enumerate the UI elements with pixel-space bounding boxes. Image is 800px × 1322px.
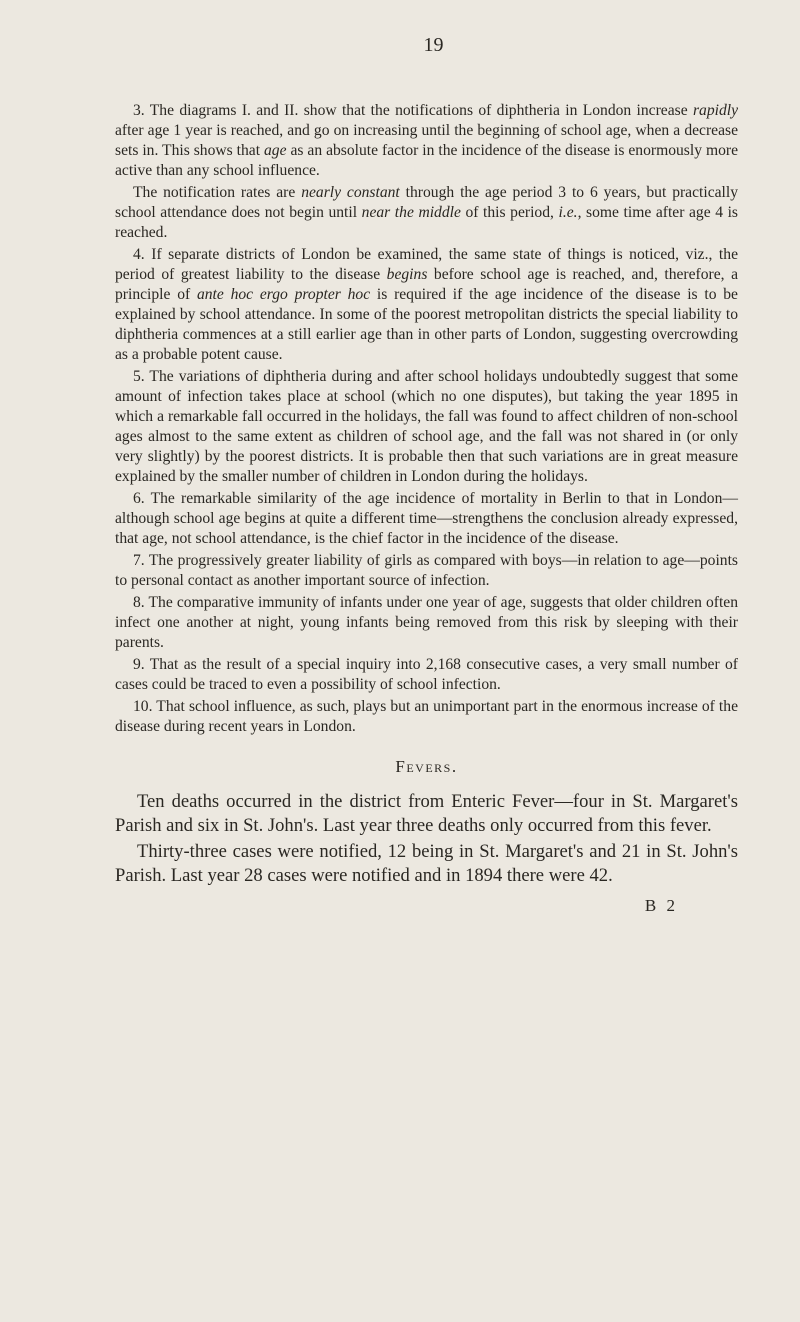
text-run: is required if the age incidence of the disease is to be explained by school attendance. In some of the poorest metropolitan districts the special liability to diphtheria commences at a still earlier age than in other parts of London, suggesting overcrowding as a probable potent cause.: [115, 286, 738, 363]
emphasis: nearly constant: [301, 184, 400, 201]
paragraph-6: 6. The remarkable similarity of the age incidence of mortality in Berlin to that in London—although school age begins at quite a different time—strengthens the conclusion already expressed, that age, not school attendance, is the chief factor in the incidence of the disease.: [115, 490, 738, 547]
text-run: before school age is reached, and, therefore, a principle of: [115, 266, 738, 303]
paragraph-5: 5. The variations of diphtheria during and after school holidays undoubtedly suggest that some amount of infection takes place at school (which no one disputes), but taking the year 1895 in which a remarkable fall occurred in the holidays, the fall was found to affect children of non-school ages almost to the same extent as children of school age, and the fall was not shared in (or only very slightly) by the poorest districts. It is probable then that such variations are in great measure explained by the smaller number of children in London during the holidays.: [115, 368, 738, 485]
text-run: through the age period 3 to 6 years, but practically school attendance does not begin until: [115, 184, 738, 221]
paragraph-4: [115, 245, 738, 365]
fevers-paragraph-1: Ten deaths occurred in the district from Enteric Fever—four in St. Margaret's Parish and six in St. John's. Last year three deaths only occurred from this fever.: [115, 791, 738, 836]
fevers-paragraph-2: Thirty-three cases were notified, 12 being in St. Margaret's and 21 in St. John's Parish. Last year 28 cases were notified and in 1894 there were 42.: [115, 841, 738, 886]
text-run: 3. The diagrams I. and II. show that the notifications of diphtheria in London increase: [133, 102, 693, 119]
paragraph-9: 9. That as the result of a special inquiry into 2,168 consecutive cases, a very small number of cases could be traced to even a possibility of school infection.: [115, 656, 738, 693]
text-run: 4. If separate districts of London be examined, the same state of things is noticed, viz., the period of greatest liability to the disease: [115, 246, 738, 283]
emphasis: begins: [386, 266, 428, 283]
paragraph-10: 10. That school influence, as such, plays but an unimportant part in the enormous increase of the disease during recent years in London.: [115, 698, 738, 735]
text-run: The notification rates are: [133, 184, 302, 201]
paragraph-7: 7. The progressively greater liability of girls as compared with boys—in relation to age—points to personal contact as another important source of infection.: [115, 552, 738, 589]
text-run: of this period,: [460, 204, 559, 221]
page-number: 19: [423, 34, 444, 56]
emphasis: rapidly: [692, 102, 738, 119]
paragraph-8: 8. The comparative immunity of infants under one year of age, suggests that older children often infect one another at night, young infants being removed from this risk by sleeping with their parents.: [115, 594, 738, 651]
text-run: as an absolute factor in the incidence of the disease is enormously more active than any school influence.: [115, 142, 738, 179]
section-heading-fevers: Fevers.: [395, 757, 458, 776]
paragraph-3: [115, 101, 738, 181]
emphasis: i.e.: [558, 204, 578, 221]
paragraph-3-continued: [115, 183, 738, 243]
text-run: , some time after age 4 is reached.: [115, 204, 739, 241]
emphasis: ante hoc ergo propter hoc: [196, 286, 371, 303]
emphasis: age: [264, 142, 287, 159]
text-run: after age 1 year is reached, and go on increasing until the beginning of school age, when a decrease sets in. This shows that: [115, 122, 738, 159]
emphasis: near the middle: [361, 204, 461, 221]
signature-mark: B 2: [644, 896, 678, 915]
